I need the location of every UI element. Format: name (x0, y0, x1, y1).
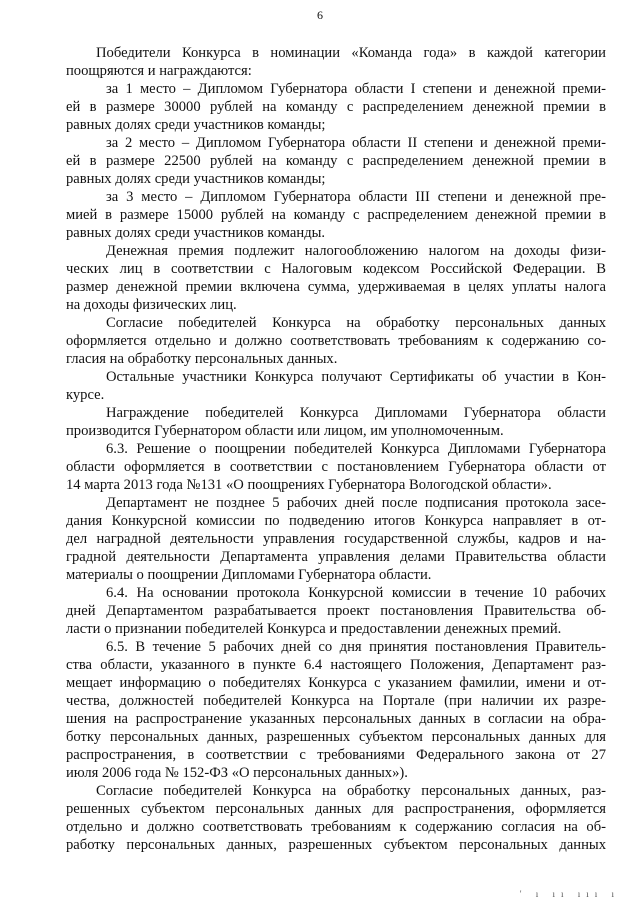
text-line: Согласие победителей Конкурса на обработку персональных данных, раз- (96, 783, 606, 799)
scan-marks: ' ı ıı ııı ı (519, 889, 620, 899)
text-line: мией в размере 15000 рублей на команду с распределением денежной премии в (66, 207, 606, 223)
text-line: работку персональных данных, разрешенных субъектом персональных данных (66, 837, 606, 853)
text-line: поощряются и награждаются: (66, 63, 252, 79)
text-line: оформляется отдельно и должно соответствовать требованиям к содержанию со- (66, 333, 606, 349)
text-line: дания Конкурсной комиссии по подведению итогов Конкурса направляет в от- (66, 513, 606, 529)
text-line: Награждение победителей Конкурса Дипломами Губернатора области (106, 405, 606, 421)
text-line: равных долях среди участников команды; (66, 117, 326, 133)
text-line: 6.3. Решение о поощрении победителей Конкурса Дипломами Губернатора (106, 441, 606, 457)
text-line: равных долях среди участников команды. (66, 225, 326, 241)
text-line: отдельно и должно соответствовать требованиям к содержанию согласия на об- (66, 819, 606, 835)
text-line: Остальные участники Конкурса получают Сертификаты об участии в Кон- (106, 369, 606, 385)
text-line: июля 2006 года № 152-ФЗ «О персональных данных»). (66, 765, 408, 781)
text-line: за 1 место – Дипломом Губернатора области I степени и денежной преми- (106, 81, 606, 97)
text-line: ства области, указанного в пункте 6.4 настоящего Положения, Департамент раз- (66, 657, 606, 673)
text-line: распространения, в соответствии с требованиями Федерального закона от 27 (66, 747, 606, 763)
text-line: размер денежной премии включена сумма, удерживаемая в целях уплаты налога (66, 279, 606, 295)
text-line: области оформляется в соответствии с постановлением Губернатора области от (66, 459, 606, 475)
text-line: на доходы физических лиц. (66, 297, 237, 313)
text-line: решенных субъектом персональных данных для распространения, оформляется (66, 801, 606, 817)
text-line: мещает информацию о победителях Конкурса с указанием фамилии, имени и от- (66, 675, 606, 691)
text-line: производится Губернатором области или лицом, им уполномоченным. (66, 423, 504, 439)
page-number: 6 (317, 8, 323, 22)
text-line: Согласие победителей Конкурса на обработку персональных данных (106, 315, 606, 331)
text-line: ей в размере 30000 рублей на команду с распределением денежной премии в (66, 99, 606, 115)
text-line: 6.5. В течение 5 рабочих дней со дня принятия постановления Правитель- (106, 639, 606, 655)
text-line: 14 марта 2013 года №131 «О поощрениях Губернатора Вологодской области». (66, 477, 552, 493)
text-line: ей в размере 22500 рублей на команду с распределением денежной премии в (66, 153, 606, 169)
text-line: градной деятельности Департамента управления делами Правительства области (66, 549, 606, 565)
text-line: ческих лиц в соответствии с Налоговым кодексом Российской Федерации. В (66, 261, 606, 277)
text-line: дел наградной деятельности управления государственной службы, кадров и на- (66, 531, 606, 547)
text-line: ботку персональных данных, разрешенных субъектом персональных данных для (66, 729, 606, 745)
text-line: равных долях среди участников команды; (66, 171, 326, 187)
text-line: ласти о признании победителей Конкурса и предоставлении денежных премий. (66, 621, 562, 637)
text-line: дней Департаментом разрабатывается проект постановления Правительства об- (66, 603, 606, 619)
text-line: Победители Конкурса в номинации «Команда года» в каждой категории (96, 45, 606, 61)
text-line: Денежная премия подлежит налогообложению налогом на доходы физи- (106, 243, 606, 259)
text-line: за 2 место – Дипломом Губернатора области II степени и денежной преми- (106, 135, 606, 151)
text-line: 6.4. На основании протокола Конкурсной комиссии в течение 10 рабочих (106, 585, 606, 601)
text-line: курсе. (66, 387, 105, 403)
text-line: за 3 место – Дипломом Губернатора области III степени и денежной пре- (106, 189, 606, 205)
text-line: Департамент не позднее 5 рабочих дней после подписания протокола засе- (106, 495, 606, 511)
text-line: материалы о поощрении Дипломами Губернатора области. (66, 567, 432, 583)
text-line: гласия на обработку персональных данных. (66, 351, 338, 367)
text-line: чества, должностей победителей Конкурса на Портале (при наличии их разре- (66, 693, 606, 709)
text-line: шения на распространение указанных персональных данных в согласии на обра- (66, 711, 606, 727)
